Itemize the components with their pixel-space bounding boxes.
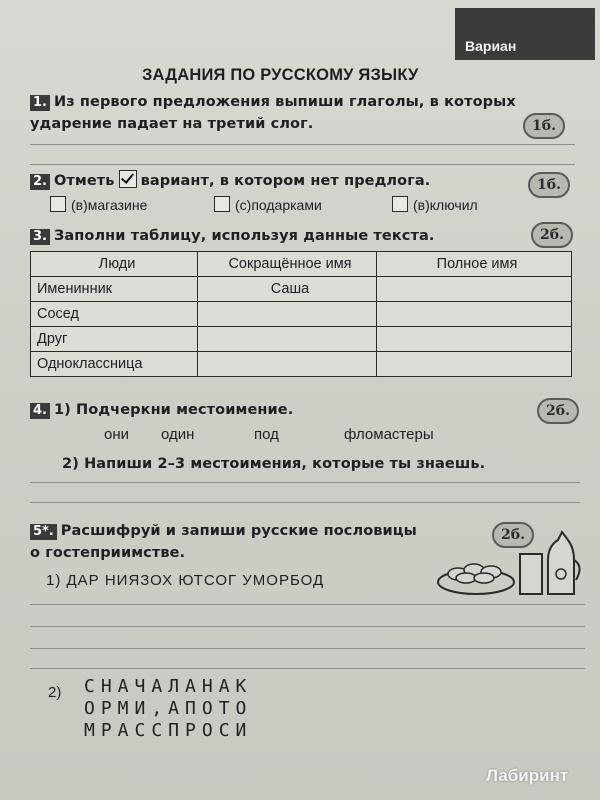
checkmark-icon — [119, 170, 137, 188]
table-cell-input[interactable] — [377, 277, 572, 302]
option-vmagazine[interactable] — [50, 196, 147, 213]
word-flomastery[interactable]: фломастеры — [344, 426, 434, 443]
names-table — [30, 251, 572, 377]
option-label: (в)ключил — [413, 197, 478, 213]
word-oni[interactable]: они — [104, 426, 130, 443]
answer-line[interactable] — [30, 482, 580, 483]
points-badge: 2б. — [492, 522, 534, 548]
task-number: 1. — [30, 95, 50, 111]
riddle-2-label: 2) — [48, 684, 62, 701]
checkbox[interactable] — [50, 196, 66, 212]
table-cell: Сосед — [31, 302, 198, 327]
task-3 — [30, 228, 435, 245]
task-text: Из первого предложения выпиши глаголы, в которых — [53, 94, 516, 110]
riddle-2-line-1: СНАЧАЛАНАК — [84, 676, 253, 697]
table-cell-input[interactable]: Саша — [198, 277, 377, 302]
answer-line[interactable] — [30, 626, 585, 627]
table-cell: Одноклассница — [31, 352, 198, 377]
table-row — [31, 327, 572, 352]
task-text: Расшифруй и запиши русские пословицы — [60, 523, 417, 539]
table-cell-input[interactable] — [198, 327, 377, 352]
task-4-sub2 — [62, 456, 485, 472]
option-label: (в)магазине — [71, 197, 148, 213]
option-label: (с)подарками — [235, 197, 322, 213]
word-odin[interactable]: один — [161, 426, 195, 443]
option-spodarkami[interactable] — [214, 196, 322, 213]
task-text: 1) Подчеркни местоимение. — [53, 402, 294, 418]
table-header-row — [31, 252, 572, 277]
task-5 — [30, 523, 417, 540]
task-text: вариант, в котором нет предлога. — [140, 173, 431, 189]
task-1 — [30, 94, 516, 111]
points-badge: 2б. — [537, 398, 579, 424]
points-badge: 1б. — [523, 113, 565, 139]
points-badge: 1б. — [528, 172, 570, 198]
answer-line[interactable] — [30, 604, 585, 605]
table-row — [31, 302, 572, 327]
table-cell-input[interactable] — [377, 302, 572, 327]
table-cell-input[interactable] — [377, 327, 572, 352]
points-badge: 2б. — [531, 222, 573, 248]
food-and-jug-icon — [436, 530, 586, 604]
task-number: 3. — [30, 229, 50, 245]
option-vklyuchil[interactable] — [392, 196, 478, 213]
riddle-1: 1) ДАР НИЯЗОХ ЮТСОГ УМОРБОД — [46, 572, 325, 589]
tea-table-illustration — [436, 530, 586, 609]
checkbox[interactable] — [214, 196, 230, 212]
task-text: Заполни таблицу, используя данные текста. — [53, 228, 435, 244]
checkbox[interactable] — [392, 196, 408, 212]
table-cell-input[interactable] — [377, 352, 572, 377]
column-header: Сокращённое имя — [198, 252, 377, 277]
task-text: ударение падает на третий слог. — [30, 116, 314, 132]
answer-line[interactable] — [30, 648, 585, 649]
table-row — [31, 277, 572, 302]
table-cell-input[interactable] — [198, 302, 377, 327]
task-number: 5*. — [30, 524, 57, 540]
riddle-2-line-3: МРАССПРОСИ — [84, 720, 253, 741]
answer-line[interactable] — [30, 164, 575, 165]
table-row — [31, 352, 572, 377]
task-text: Отметь — [53, 173, 115, 189]
variant-label: Вариан — [465, 38, 517, 54]
riddle-2-line-2: ОРМИ,АПОТО — [84, 698, 253, 719]
answer-line[interactable] — [30, 144, 575, 145]
table-cell: Именинник — [31, 277, 198, 302]
variant-tab — [455, 8, 595, 60]
watermark-logo: Лабиринт — [486, 766, 569, 785]
task-2 — [30, 170, 430, 190]
task-number: 2. — [30, 174, 50, 190]
task-text: о гостеприимстве. — [30, 545, 186, 561]
answer-line[interactable] — [30, 668, 585, 669]
task-number: 4. — [30, 403, 50, 419]
task-5-line2 — [30, 545, 185, 561]
page-title: ЗАДАНИЯ ПО РУССКОМУ ЯЗЫКУ — [142, 66, 419, 84]
answer-line[interactable] — [30, 502, 580, 503]
table-cell: Друг — [31, 327, 198, 352]
column-header: Полное имя — [377, 252, 572, 277]
column-header: Люди — [31, 252, 198, 277]
task-text: 2) Напиши 2–3 местоимения, которые ты знаешь. — [62, 456, 486, 472]
table-cell-input[interactable] — [198, 352, 377, 377]
word-pod[interactable]: под — [254, 426, 279, 443]
task-1-line2 — [30, 116, 313, 132]
task-4 — [30, 402, 293, 419]
